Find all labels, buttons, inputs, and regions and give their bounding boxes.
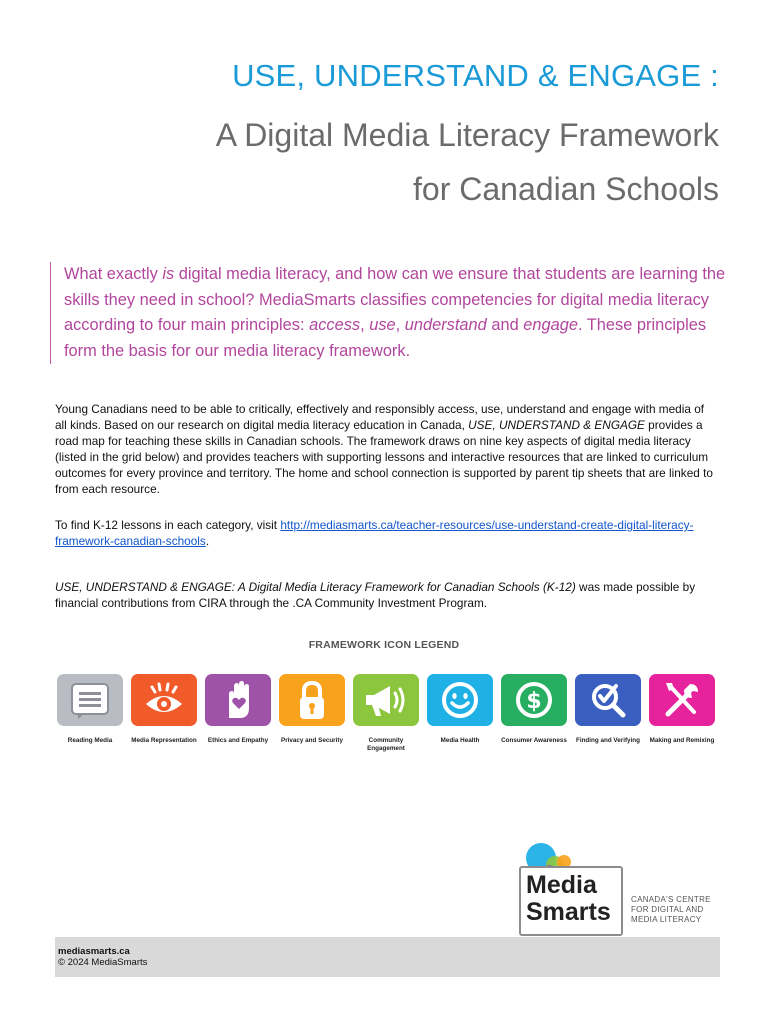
logo-tagline: CANADA'S CENTRE FOR DIGITAL AND MEDIA LITERACY — [631, 895, 711, 924]
dollar-icon — [512, 678, 556, 722]
logo-word-media: Media — [526, 871, 597, 899]
padlock-icon — [292, 678, 332, 722]
body-paragraph-2: To find K-12 lessons in each category, visit http://mediasmarts.ca/teacher-resources/use-understand-create-digital-literacy-framework-canadian-schools. — [55, 518, 694, 548]
legend-item-consumer-awareness — [497, 674, 571, 745]
legend-label: Ethics and Empathy — [207, 737, 269, 744]
footer-copyright: © 2024 MediaSmarts — [58, 957, 148, 968]
tools-icon — [660, 678, 704, 722]
legend-tile — [501, 674, 567, 726]
hand-heart-icon — [216, 678, 260, 722]
footer-site: mediasmarts.ca — [58, 946, 130, 957]
page-title: USE, UNDERSTAND & ENGAGE : — [232, 58, 719, 93]
legend-item-privacy-and-security — [275, 674, 349, 745]
legend-item-finding-and-verifying — [571, 674, 645, 745]
legend-tile — [427, 674, 493, 726]
legend-tile — [649, 674, 715, 726]
icon-legend — [53, 674, 719, 764]
legend-tile — [279, 674, 345, 726]
magnifier-check-icon — [586, 678, 630, 722]
intro-callout — [50, 262, 730, 364]
legend-label: Reading Media — [67, 737, 113, 744]
legend-label: Consumer Awareness — [501, 737, 567, 744]
legend-item-media-health — [423, 674, 497, 745]
legend-label: Media Representation — [131, 737, 197, 744]
legend-label: Making and Remixing — [649, 737, 715, 744]
legend-label: Finding and Verifying — [575, 737, 641, 744]
smiley-icon — [438, 678, 482, 722]
megaphone-icon — [362, 680, 410, 720]
legend-tile — [131, 674, 197, 726]
title-block — [216, 56, 719, 216]
legend-item-reading-media — [53, 674, 127, 745]
legend-label: Community Engagement — [367, 737, 405, 752]
legend-item-ethics-and-empathy — [201, 674, 275, 745]
eye-icon — [142, 681, 186, 719]
legend-item-media-representation — [127, 674, 201, 745]
logo-word-smarts: Smarts — [526, 898, 611, 926]
legend-tile — [57, 674, 123, 726]
legend-tile — [353, 674, 419, 726]
body-paragraph-3: USE, UNDERSTAND & ENGAGE: A Digital Media Literacy Framework for Canadian Schools (K-12) was made possible by financial contributions from CIRA through the .CA Community Investment Program. — [55, 580, 696, 610]
footer-bar — [55, 937, 720, 977]
svg-text:$: $ — [526, 689, 542, 714]
subtitle-line-1: A Digital Media Literacy Framework — [215, 117, 719, 153]
legend-item-community-engagement — [349, 674, 423, 753]
legend-title: FRAMEWORK ICON LEGEND — [308, 639, 460, 651]
legend-label: Media Health — [440, 737, 480, 744]
legend-tile — [575, 674, 641, 726]
framework-link[interactable]: http://mediasmarts.ca/teacher-resources/use-understand-create-digital-literacy-framework-canadian-schools — [55, 518, 694, 548]
callout-text: What exactly is digital media literacy, and how can we ensure that students are learning the skills they need in school? MediaSmarts classifies competencies for digital media literacy according to four main principles: access, use, understand and engage. These principles form the basis for our media literacy framework. — [64, 265, 726, 360]
legend-item-making-and-remixing — [645, 674, 719, 745]
legend-label: Privacy and Security — [281, 737, 343, 744]
mediasmarts-logo — [519, 840, 729, 940]
legend-tile — [205, 674, 271, 726]
body-paragraph-1: Young Canadians need to be able to critically, effectively and responsibly access, use, understand and engage with media of all kinds. Based on our research on digital media literacy education in Canada, USE, UNDERSTAND & ENGAGE provides a road map for teaching these skills in Canadian schools. The framework draws on nine key aspects of digital media literacy (listed in the grid below) and provides teachers with supporting lessons and interactive resources that are linked to curriculum outcomes for every province and territory. The home and school connection is supported by parent tip sheets that are linked to from each resource. — [55, 402, 713, 496]
document-lines-icon — [68, 681, 112, 719]
subtitle-line-2: for Canadian Schools — [413, 171, 719, 207]
